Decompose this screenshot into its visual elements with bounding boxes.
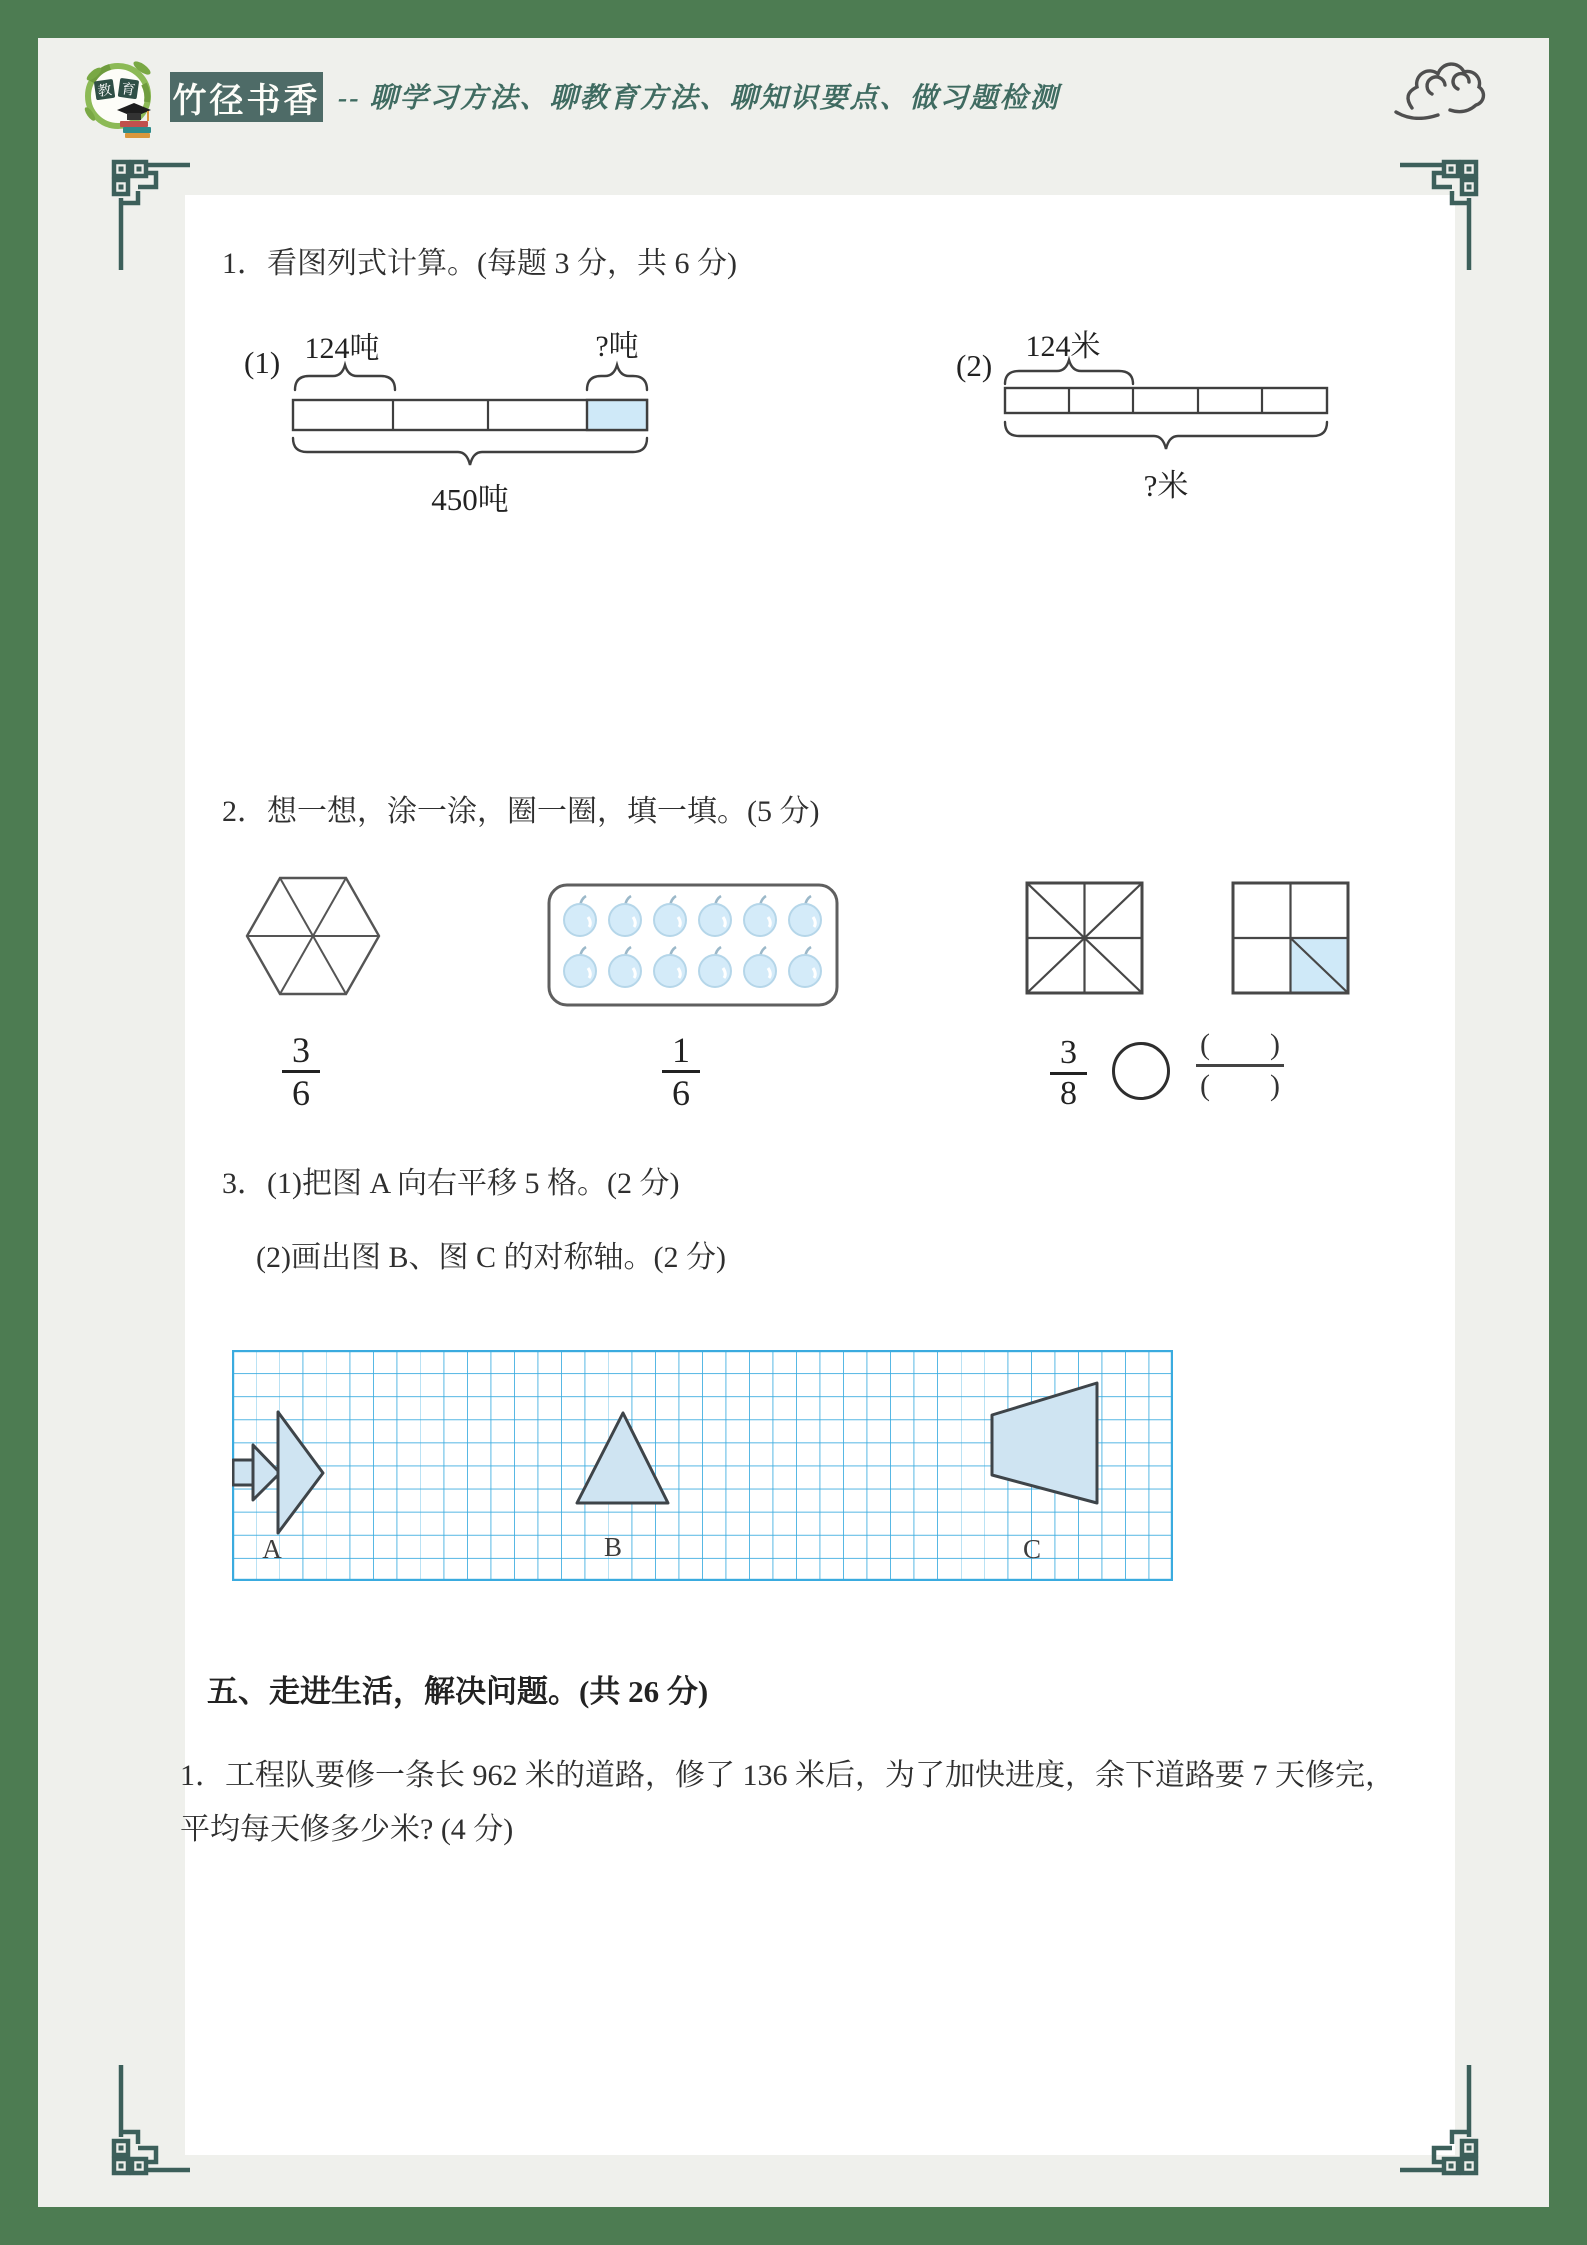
- diagram2-index: (2): [956, 348, 993, 383]
- question2-title: 2．想一想，涂一涂，圈一圈，填一填。(5 分): [222, 795, 820, 828]
- cloud-ornament-icon: [1390, 48, 1502, 120]
- logo-char-top: 教: [96, 83, 113, 100]
- question3-line1: 3．(1)把图 A 向右平移 5 格。(2 分): [222, 1167, 680, 1200]
- diagram1-total-label: 450吨: [431, 482, 509, 517]
- square-quarters-shaded-figure: [1231, 881, 1350, 995]
- books-icon: [120, 121, 151, 138]
- shape-a-label: A: [262, 1534, 282, 1564]
- comparison-circle-blank: [1112, 1042, 1170, 1100]
- blank-fraction: ( ) ( ): [1196, 1026, 1284, 1104]
- fraction-three-sixths: $\frac{3}{6}$: [282, 1030, 320, 1114]
- section5-q1-line2: 平均每天修多少米? (4 分): [180, 1813, 514, 1846]
- question3-line2: (2)画出图 B、图 C 的对称轴。(2 分): [256, 1241, 726, 1274]
- section5-q1-line1: 1．工程队要修一条长 962 米的道路，修了 136 米后，为了加快进度，余下道路要 7 天修完，: [180, 1759, 1395, 1792]
- diagram1-unknown-label: ?吨: [595, 330, 639, 363]
- shape-c-label: C: [1022, 1534, 1042, 1564]
- logo-char-bottom: 育: [120, 82, 137, 99]
- shape-b-label: B: [603, 1532, 623, 1562]
- question1-title: 1．看图列式计算。(每题 3 分，共 6 分): [222, 247, 737, 280]
- corner-ornament-icon: [110, 158, 190, 273]
- apples-box-figure: [546, 882, 840, 1008]
- translation-symmetry-grid: [232, 1350, 1173, 1581]
- diagram1-index: (1): [244, 345, 281, 380]
- bar-diagram-1: [238, 318, 658, 548]
- brand-title: 竹径书香: [172, 82, 321, 120]
- hexagon-sixths-figure: [243, 874, 383, 1000]
- corner-ornament-icon: [110, 2062, 190, 2177]
- fraction-one-sixth: $\frac{1}{6}$: [662, 1030, 700, 1114]
- corner-ornament-icon: [1400, 2062, 1480, 2177]
- diagram2-total-unknown-label: ?米: [1143, 468, 1189, 503]
- diagram1-part-label: 124吨: [304, 332, 380, 365]
- fraction-three-eighths: $\frac{3}{8}$: [1050, 1034, 1087, 1113]
- shaded-segment: [587, 400, 647, 430]
- corner-ornament-icon: [1400, 158, 1480, 273]
- diagram2-part-label: 124米: [1025, 330, 1101, 363]
- brand-title-box: [170, 72, 323, 122]
- section5-title: 五、走进生活，解决问题。(共 26 分): [207, 1674, 709, 1709]
- header-tagline: -- 聊学习方法、聊教育方法、聊知识要点、做习题检测: [338, 83, 1060, 114]
- square-eighths-figure: [1025, 881, 1144, 995]
- bar-diagram-2: [948, 318, 1348, 513]
- brand-logo-icon: [82, 58, 156, 140]
